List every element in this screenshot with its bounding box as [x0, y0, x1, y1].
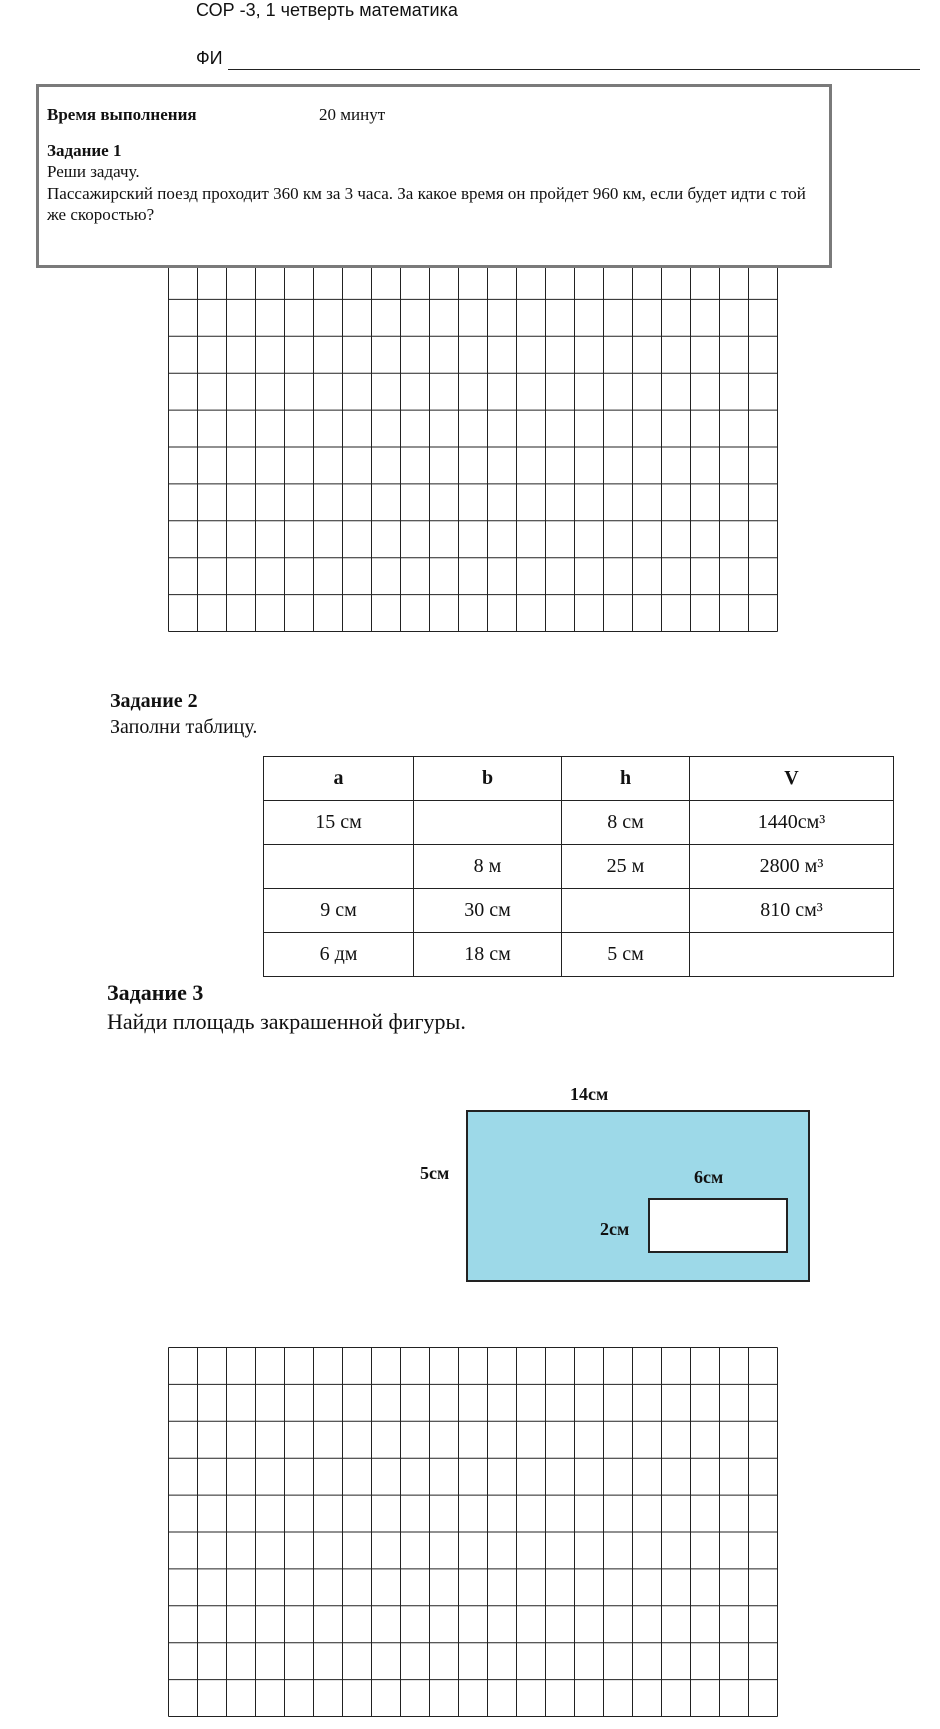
outer-height-label: 5см: [420, 1163, 450, 1183]
inner-width-label: 6см: [694, 1167, 724, 1187]
name-label: ФИ: [196, 48, 223, 68]
cell-b[interactable]: 8 м: [414, 845, 562, 889]
cell-b[interactable]: 30 см: [414, 889, 562, 933]
task2-title: Задание 2: [110, 690, 198, 712]
cell-v[interactable]: 1440см³: [690, 801, 894, 845]
worksheet-title: СОР -3, 1 четверть математика: [196, 0, 458, 20]
cell-v[interactable]: 2800 м³: [690, 845, 894, 889]
inner-white-rect: [648, 1198, 788, 1253]
time-label: Время выполнения: [47, 105, 197, 124]
inner-height-label: 2см: [600, 1219, 630, 1239]
cell-a[interactable]: 6 дм: [264, 933, 414, 977]
cell-h[interactable]: 5 см: [562, 933, 690, 977]
cell-b[interactable]: 18 см: [414, 933, 562, 977]
table-row: [264, 889, 894, 933]
name-underline: [228, 69, 920, 70]
outer-width-label: 14см: [570, 1084, 609, 1104]
table-row: [264, 933, 894, 977]
cell-a[interactable]: [264, 845, 414, 889]
cell-v[interactable]: [690, 933, 894, 977]
task1-problem-text: Пассажирский поезд проходит 360 км за 3 часа. За какое время он пройдет 960 км, если будет идти с той же скоростью?: [47, 184, 806, 224]
answer-grid-1: [168, 262, 778, 632]
cell-b[interactable]: [414, 801, 562, 845]
shaded-figure: [466, 1110, 810, 1282]
header-h: h: [562, 757, 690, 801]
task2-instruction: Заполни таблицу.: [110, 716, 258, 738]
task1-box: [36, 84, 832, 268]
cell-h[interactable]: 8 см: [562, 801, 690, 845]
header-v: V: [690, 757, 894, 801]
table-header-row: [264, 757, 894, 801]
table-row: [264, 801, 894, 845]
task3-title: Задание 3: [107, 980, 204, 1005]
header-a: a: [264, 757, 414, 801]
answer-line: [169, 265, 817, 266]
cell-a[interactable]: 15 см: [264, 801, 414, 845]
cell-a[interactable]: 9 см: [264, 889, 414, 933]
task3-instruction: Найди площадь закрашенной фигуры.: [107, 1009, 466, 1034]
cell-v[interactable]: 810 см³: [690, 889, 894, 933]
time-value: 20 минут: [319, 105, 386, 124]
table-row: [264, 845, 894, 889]
cell-h[interactable]: [562, 889, 690, 933]
task1-instruction: Реши задачу.: [47, 162, 140, 181]
cell-h[interactable]: 25 м: [562, 845, 690, 889]
task1-title: Задание 1: [47, 141, 122, 160]
volume-table: [263, 756, 894, 977]
answer-grid-2: [168, 1347, 778, 1717]
header-b: b: [414, 757, 562, 801]
